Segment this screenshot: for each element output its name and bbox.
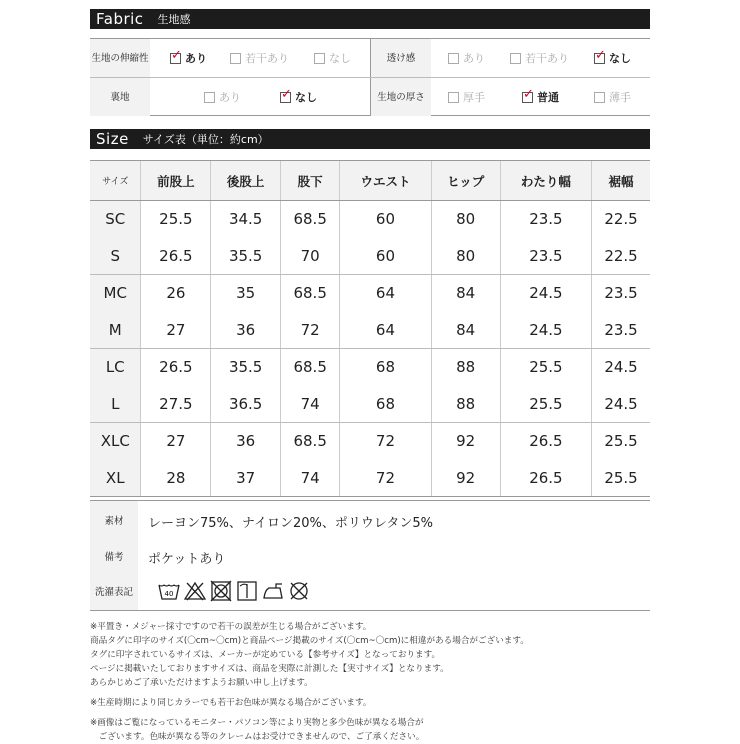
- size-subtitle: サイズ表（単位：約cm）: [142, 133, 269, 146]
- table-row: [90, 312, 650, 349]
- size-value-cell: 25.5: [500, 386, 591, 423]
- note-line: タグに印字されているサイズは、メーカーが定めている【参考サイズ】となっております。: [90, 650, 441, 660]
- size-value-cell: 72: [340, 423, 431, 460]
- remarks-value: ポケットあり: [148, 551, 226, 567]
- size-value-cell: 25.5: [592, 423, 650, 460]
- material-row: [90, 500, 650, 541]
- table-row: [90, 238, 650, 275]
- header-front-rise: 前股上: [141, 161, 211, 201]
- size-value-cell: 22.5: [592, 238, 650, 275]
- size-label-cell: XL: [90, 460, 141, 497]
- size-value-cell: 28: [141, 460, 211, 497]
- size-header: [90, 129, 650, 149]
- lining-label: 裏地: [90, 78, 150, 116]
- size-value-cell: 36: [211, 423, 281, 460]
- size-value-cell: 25.5: [500, 349, 591, 386]
- size-value-cell: 68.5: [281, 423, 340, 460]
- size-value-cell: 24.5: [500, 275, 591, 312]
- no-tumble-dry-icon: [210, 580, 232, 602]
- size-value-cell: 27: [141, 312, 211, 349]
- sheer-option-no: ✓ なし: [594, 39, 631, 77]
- size-value-cell: 68: [340, 386, 431, 423]
- size-value-cell: 80: [431, 238, 500, 275]
- thickness-option-thick: 厚手: [448, 78, 485, 116]
- thickness-label: 生地の厚さ: [371, 78, 431, 116]
- table-row: [90, 349, 650, 386]
- table-row: [90, 423, 650, 460]
- note-line: ページに掲載いたしておりますサイズは、商品を実際に計測した【実寸サイズ】となります。: [90, 664, 449, 674]
- size-value-cell: 88: [431, 386, 500, 423]
- note-line: あらかじめご了承いただけますようお願い申し上げます。: [90, 678, 313, 688]
- header-inseam: 股下: [281, 161, 340, 201]
- checkbox-checked-icon: [522, 92, 533, 103]
- note-line: ※生産時期により同じカラーでも若干お色味が異なる場合がございます。: [90, 698, 372, 708]
- checkbox-icon: [594, 92, 605, 103]
- size-value-cell: 84: [431, 312, 500, 349]
- size-value-cell: 74: [281, 460, 340, 497]
- no-bleach-icon: [184, 580, 206, 602]
- checkbox-checked-icon: [594, 53, 605, 64]
- size-value-cell: 23.5: [592, 275, 650, 312]
- header-hip: ヒップ: [431, 161, 500, 201]
- size-value-cell: 60: [340, 238, 431, 275]
- size-value-cell: 70: [281, 238, 340, 275]
- size-value-cell: 34.5: [211, 201, 281, 238]
- wash-40-icon: [158, 580, 180, 602]
- checkbox-icon: [448, 53, 459, 64]
- checkbox-checked-icon: [170, 53, 181, 64]
- notes: [90, 620, 650, 744]
- stretch-option-no: なし: [314, 39, 351, 77]
- size-value-cell: 36: [211, 312, 281, 349]
- fabric-title: Fabric: [96, 10, 144, 28]
- size-value-cell: 23.5: [592, 312, 650, 349]
- size-table-header-row: [90, 161, 650, 201]
- checkbox-icon: [510, 53, 521, 64]
- size-value-cell: 27: [141, 423, 211, 460]
- stretch-label: 生地の伸縮性: [90, 39, 150, 77]
- sheer-option-slight: 若干あり: [510, 39, 569, 77]
- lining-option-no: ✓ なし: [280, 78, 317, 116]
- note-line: ございます。色味が異なる等のクレームはお受けできませんので、ご了承ください。: [90, 732, 425, 742]
- checkbox-checked-icon: [280, 92, 291, 103]
- line-dry-icon: [236, 580, 258, 602]
- size-value-cell: 35.5: [211, 349, 281, 386]
- fabric-subtitle: 生地感: [157, 13, 191, 26]
- size-label-cell: S: [90, 238, 141, 275]
- size-value-cell: 26.5: [500, 460, 591, 497]
- fabric-table: [90, 38, 650, 116]
- size-value-cell: 64: [340, 312, 431, 349]
- size-value-cell: 26: [141, 275, 211, 312]
- checkbox-icon: [204, 92, 215, 103]
- size-value-cell: 26.5: [500, 423, 591, 460]
- table-row: [90, 460, 650, 497]
- size-value-cell: 25.5: [141, 201, 211, 238]
- size-value-cell: 88: [431, 349, 500, 386]
- material-value: レーヨン75%、ナイロン20%、ポリウレタン5%: [148, 515, 433, 531]
- size-value-cell: 36.5: [211, 386, 281, 423]
- size-value-cell: 26.5: [141, 349, 211, 386]
- header-size: サイズ: [90, 161, 141, 201]
- size-label-cell: XLC: [90, 423, 141, 460]
- size-value-cell: 25.5: [592, 460, 650, 497]
- sheer-label: 透け感: [371, 39, 431, 77]
- size-label-cell: L: [90, 386, 141, 423]
- size-value-cell: 22.5: [592, 201, 650, 238]
- size-value-cell: 68: [340, 349, 431, 386]
- header-thigh: わたり幅: [500, 161, 591, 201]
- size-value-cell: 23.5: [500, 201, 591, 238]
- size-label-cell: M: [90, 312, 141, 349]
- svg-text:40: 40: [164, 590, 174, 598]
- no-dry-clean-icon: [288, 580, 310, 602]
- thickness-option-normal: ✓ 普通: [522, 78, 559, 116]
- note-line: 商品タグに印字のサイズ(〇cm~〇cm)と商品ページ掲載のサイズ(〇cm~〇cm)に相違がある場合がございます。: [90, 636, 529, 646]
- size-label-cell: LC: [90, 349, 141, 386]
- size-value-cell: 74: [281, 386, 340, 423]
- size-table: [90, 160, 650, 497]
- size-value-cell: 37: [211, 460, 281, 497]
- checkbox-icon: [314, 53, 325, 64]
- note-line: ※画像はご覧になっているモニター・パソコン等により実物と多少色味が異なる場合が: [90, 718, 424, 728]
- size-value-cell: 35.5: [211, 238, 281, 275]
- size-value-cell: 27.5: [141, 386, 211, 423]
- remarks-label: 備考: [90, 540, 138, 574]
- size-value-cell: 64: [340, 275, 431, 312]
- remarks-row: [90, 540, 650, 574]
- material-label: 素材: [90, 501, 138, 541]
- size-value-cell: 92: [431, 460, 500, 497]
- size-value-cell: 68.5: [281, 201, 340, 238]
- header-hem: 裾幅: [592, 161, 650, 201]
- size-value-cell: 80: [431, 201, 500, 238]
- size-value-cell: 24.5: [592, 349, 650, 386]
- size-value-cell: 23.5: [500, 238, 591, 275]
- size-title: Size: [96, 130, 129, 148]
- size-value-cell: 26.5: [141, 238, 211, 275]
- fabric-row: [90, 39, 650, 77]
- size-label-cell: SC: [90, 201, 141, 238]
- size-value-cell: 92: [431, 423, 500, 460]
- stretch-option-slight: 若干あり: [230, 39, 289, 77]
- size-value-cell: 84: [431, 275, 500, 312]
- thickness-option-thin: 薄手: [594, 78, 631, 116]
- care-label: 洗濯表記: [90, 574, 138, 610]
- size-value-cell: 60: [340, 201, 431, 238]
- table-row: [90, 201, 650, 238]
- fabric-row: [90, 77, 650, 116]
- size-value-cell: 72: [340, 460, 431, 497]
- table-row: [90, 386, 650, 423]
- table-row: [90, 275, 650, 312]
- size-value-cell: 35: [211, 275, 281, 312]
- size-label-cell: MC: [90, 275, 141, 312]
- care-icons: [158, 580, 310, 606]
- checkbox-icon: [448, 92, 459, 103]
- sheer-option-yes: あり: [448, 39, 485, 77]
- stretch-option-yes: ✓ あり: [170, 39, 207, 77]
- size-value-cell: 68.5: [281, 275, 340, 312]
- size-value-cell: 24.5: [500, 312, 591, 349]
- size-value-cell: 72: [281, 312, 340, 349]
- note-line: ※平置き・メジャー採寸ですので若干の誤差が生じる場合がございます。: [90, 622, 372, 632]
- size-value-cell: 68.5: [281, 349, 340, 386]
- header-waist: ウエスト: [340, 161, 431, 201]
- header-back-rise: 後股上: [211, 161, 281, 201]
- size-value-cell: 24.5: [592, 386, 650, 423]
- fabric-header: [90, 9, 650, 29]
- iron-low-icon: [262, 580, 284, 602]
- lining-option-yes: あり: [204, 78, 241, 116]
- checkbox-icon: [230, 53, 241, 64]
